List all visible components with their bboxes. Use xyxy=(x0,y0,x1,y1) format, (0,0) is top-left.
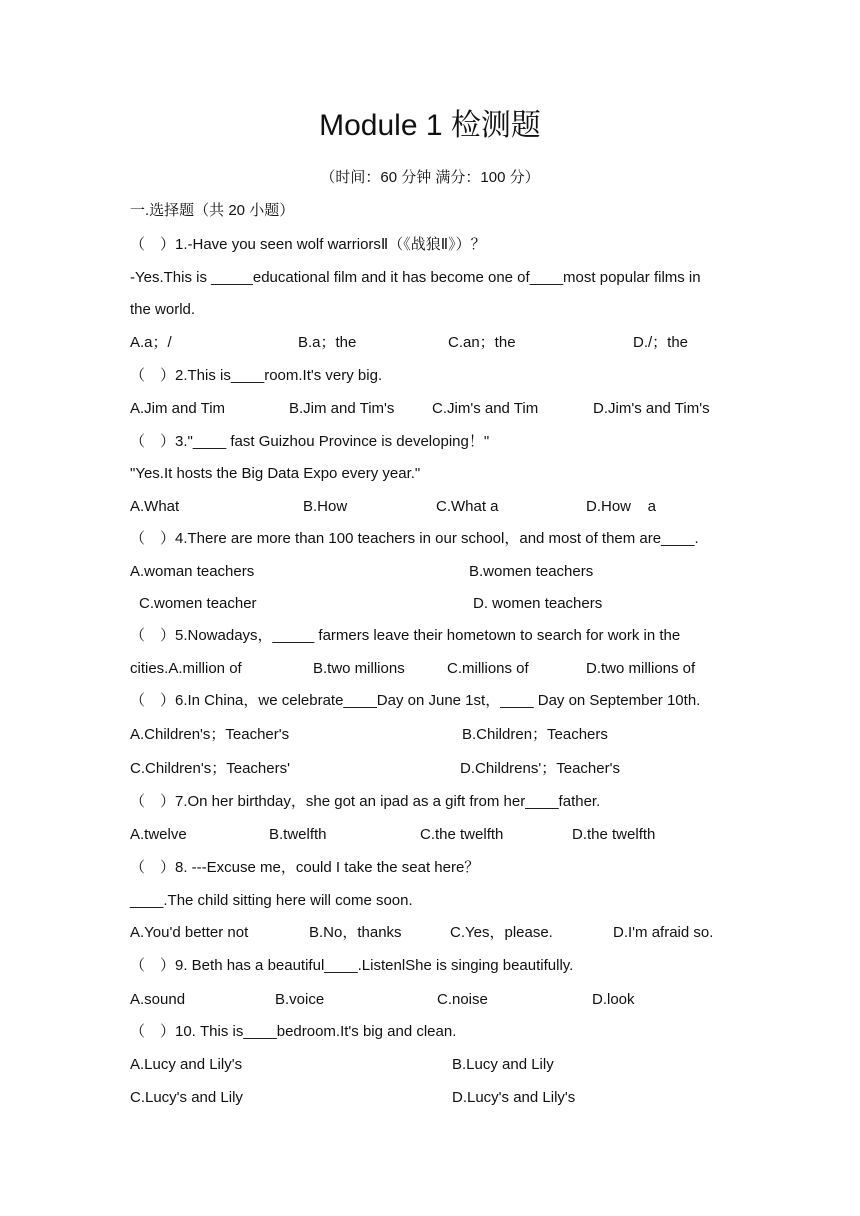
page-title: Module 1 检测题 xyxy=(319,109,541,142)
question-1-option-a: A.a；/ xyxy=(130,334,172,351)
question-5-option-a: cities.A.million of xyxy=(130,660,242,677)
question-3-option-d: D.How a xyxy=(586,498,657,515)
question-4-option-c: C.women teacher xyxy=(139,595,257,612)
question-1-option-d: D./；the xyxy=(633,334,689,351)
question-3-option-b: B.How xyxy=(303,498,348,515)
question-4-option-b: B.women teachers xyxy=(469,563,594,580)
question-8-option-d: D.I'm afraid so. xyxy=(613,924,714,941)
question-8-option-b: B.No，thanks xyxy=(309,924,402,941)
question-7-option-d: D.the twelfth xyxy=(572,826,656,843)
page-subtitle: （时间：60 分钟 满分：100 分） xyxy=(320,169,540,186)
question-7-option-a: A.twelve xyxy=(130,826,187,843)
question-5-option-c: C.millions of xyxy=(447,660,529,677)
question-4-stem: （ ）4.There are more than 100 teachers in our school，and most of them are____. xyxy=(130,530,699,547)
question-2-option-c: C.Jim's and Tim xyxy=(432,400,539,417)
question-10-option-a: A.Lucy and Lily's xyxy=(130,1056,243,1073)
question-6-option-a: A.Children's；Teacher's xyxy=(130,726,290,743)
question-3-line2: "Yes.It hosts the Big Data Expo every year." xyxy=(130,465,421,482)
question-5-option-b: B.two millions xyxy=(313,660,405,677)
question-8-stem: （ ）8. ---Excuse me，could I take the seat here？ xyxy=(130,859,480,876)
question-1-stem: （ ）1.-Have you seen wolf warriorsⅡ（《战狼Ⅱ》）？ xyxy=(130,236,486,253)
question-9-option-c: C.noise xyxy=(437,991,488,1008)
question-3-stem: （ ）3."____ fast Guizhou Province is developing！" xyxy=(130,433,490,450)
question-9-option-a: A.sound xyxy=(130,991,186,1008)
question-8-line2: ____.The child sitting here will come soon. xyxy=(130,892,413,909)
section-heading: 一.选择题（共 20 小题） xyxy=(130,202,295,219)
question-4-option-d: D. women teachers xyxy=(473,595,603,612)
question-5-stem: （ ）5.Nowadays，_____ farmers leave their hometown to search for work in the xyxy=(130,627,681,644)
question-4-option-a: A.woman teachers xyxy=(130,563,255,580)
question-1-option-b: B.a；the xyxy=(298,334,357,351)
question-6-option-b: B.Children；Teachers xyxy=(462,726,608,743)
question-2-stem: （ ）2.This is____room.It's very big. xyxy=(130,367,383,384)
question-1-line3: the world. xyxy=(130,301,196,318)
question-1-option-c: C.an；the xyxy=(448,334,516,351)
question-6-option-c: C.Children's；Teachers' xyxy=(130,760,290,777)
question-2-option-d: D.Jim's and Tim's xyxy=(593,400,710,417)
question-10-stem: （ ）10. This is____bedroom.It's big and clean. xyxy=(130,1023,457,1040)
question-7-option-b: B.twelfth xyxy=(269,826,327,843)
question-10-option-c: C.Lucy's and Lily xyxy=(130,1089,243,1106)
question-3-option-c: C.What a xyxy=(436,498,499,515)
question-9-stem: （ ）9. Beth has a beautiful____.ListenlShe is singing beautifully. xyxy=(130,957,574,974)
question-1-line2: -Yes.This is _____educational film and it has become one of____most popular films in xyxy=(130,269,701,286)
question-10-option-d: D.Lucy's and Lily's xyxy=(452,1089,576,1106)
question-2-option-a: A.Jim and Tim xyxy=(130,400,226,417)
question-5-option-d: D.two millions of xyxy=(586,660,696,677)
question-3-option-a: A.What xyxy=(130,498,180,515)
question-6-option-d: D.Childrens'；Teacher's xyxy=(460,760,620,777)
question-7-option-c: C.the twelfth xyxy=(420,826,504,843)
question-6-stem: （ ）6.In China，we celebrate____Day on June 1st，____ Day on September 10th. xyxy=(130,692,701,709)
question-8-option-a: A.You'd better not xyxy=(130,924,249,941)
question-9-option-b: B.voice xyxy=(275,991,325,1008)
question-9-option-d: D.look xyxy=(592,991,635,1008)
question-7-stem: （ ）7.On her birthday，she got an ipad as a gift from her____father. xyxy=(130,793,601,810)
question-2-option-b: B.Jim and Tim's xyxy=(289,400,395,417)
question-8-option-c: C.Yes，please. xyxy=(450,924,553,941)
question-10-option-b: B.Lucy and Lily xyxy=(452,1056,554,1073)
